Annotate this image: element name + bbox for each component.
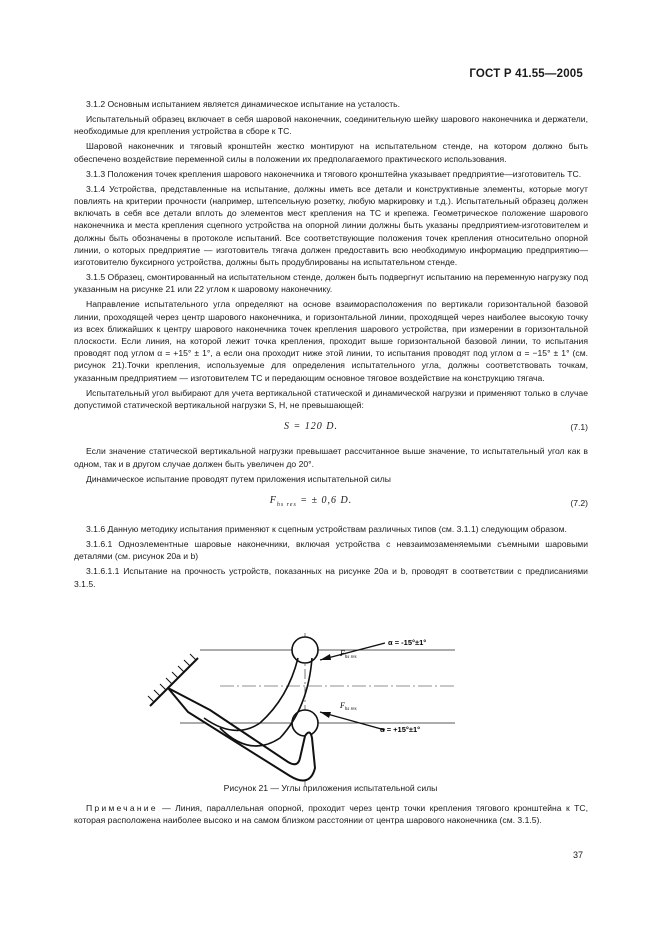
paragraph: 3.1.3 Положения точек крепления шарового наконечника и тягового кронштейна указывает предприятие—изготовитель ТС. bbox=[86, 168, 582, 179]
formula-7-2 bbox=[74, 495, 588, 511]
paragraph: Шаровой наконечник и тяговый кронштейн жестко монтируют на испытательном стенде, на котором должно быть обеспечено воздействие переменной силы в положении их предполагаемого практического использования. bbox=[74, 141, 588, 164]
formula-subscript: hs res bbox=[276, 501, 297, 508]
mounting-hatching bbox=[148, 654, 196, 702]
figure-21-drawing bbox=[140, 628, 470, 794]
document-header: ГОСТ Р 41.55—2005 bbox=[469, 68, 583, 80]
paragraph: Направление испытательного угла определяют на основе взаиморасположения по вертикали горизонтальной базовой линии, проходящей через центр шарового наконечника, и горизонтальной линии, проходящей через наиболее высокую точку из всех ближайших к центру шарового наконечника точек крепления шарового устройства, при измерении в горизонтальной плоскости. Если линия, на которой лежит точка крепления, проходит выше горизонтальной базовой линии, то испытания проводят под углом α = +15° ± 1°, а если она проходит ниже этой линии, то испытания проводят под углом α = −15° ± 1° (см. рисунок 21).Точки крепления, используемые для определения испытательного угла, должны соответствовать точкам, указанным предприятием — изготовителем ТС и передающим основное тяговое воздействие на конструкцию тягача. bbox=[74, 299, 588, 383]
mounting-surface bbox=[150, 658, 198, 706]
formula-rhs: = ± 0,6 D. bbox=[300, 494, 353, 506]
paragraph: Если значение статической вертикальной нагрузки превышает рассчитанное выше значение, то испытательный угол как в одном, так и в другом случае должен быть увеличен до 20°. bbox=[74, 446, 588, 469]
paragraph: Испытательный угол выбирают для учета вертикальной статической и динамической нагрузки и применяют только в случае допустимой статической вертикальной нагрузки S, Н, не превышающей: bbox=[74, 387, 588, 410]
tow-bracket bbox=[168, 688, 315, 781]
formula-expression bbox=[74, 495, 548, 511]
paragraph: 3.1.6 Данную методику испытания применяют к сцепным устройствам различных типов (см. 3.1.1) следующим образом. bbox=[86, 524, 567, 535]
paragraph: Испытательный образец включает в себя шаровой наконечник, соединительную шейку шарового наконечника и держатели, необходимые для крепления устройства в сборе к ТС. bbox=[74, 114, 588, 137]
page-number: 37 bbox=[572, 850, 583, 860]
paragraph: 3.1.6.1.1 Испытание на прочность устройств, показанных на рисунке 20a и b, проводят в соответствии с предписаниями 3.1.5. bbox=[74, 566, 588, 589]
figure-caption: Рисунок 21 — Углы приложения испытательной силы bbox=[223, 783, 438, 793]
angle-label-top: α = -15°±1° bbox=[388, 638, 427, 647]
note-label: Примечание bbox=[86, 803, 158, 813]
ball-bottom bbox=[292, 710, 318, 736]
formula-number: (7.2) bbox=[570, 497, 588, 508]
note-text: — Линия, параллельная опорной, проходит через центр точки крепления тягового кронштейна к ТС, которая расположена наиболее высоко и на самом близком расстоянии от центра шарового наконечника (см. 3.1.5). bbox=[74, 803, 588, 826]
figure-note bbox=[74, 802, 588, 826]
body-text bbox=[74, 98, 588, 593]
angle-label-bottom: α = +15°±1° bbox=[380, 725, 421, 734]
formula-lhs: F bbox=[269, 494, 277, 506]
ball-top bbox=[292, 637, 318, 663]
force-label-top: $F_{hs res}$ bbox=[340, 649, 357, 660]
force-label-bottom: $F_{hs res}$ bbox=[340, 701, 357, 712]
paragraph: Динамическое испытание проводят путем приложения испытательной силы bbox=[86, 473, 391, 484]
formula-expression: S = 120 D. bbox=[284, 421, 338, 433]
force-arrow-head bbox=[320, 712, 331, 718]
formula-7-1 bbox=[74, 421, 588, 433]
paragraph: 3.1.4 Устройства, представленные на испытание, должны иметь все детали и конструктивные элементы, которые могут повлиять на критерии прочности (например, штепсельную розетку, любую маркировку и т.д.). Испытательный образец должен включать в себя все детали вплоть до элементов мест крепления на ТС и крепежа. Геометрическое положение шарового наконечника и места крепления сцепного устройства на опорной линии должны быть указаны предприятием-изготовителем и должны быть обозначены в протоколе испытаний. Все соответствующие положения точек крепления относительно опорной линии, о которых предприятие — изготовитель тягача должен предоставить всю необходимую информацию предприятию—изготовителю буксирного устройства, должны быть продублированы на испытательном стенде. bbox=[74, 183, 588, 267]
paragraph: 3.1.5 Образец, смонтированный на испытательном стенде, должен быть подвергнут испытанию на переменную нагрузку под указанным на рисунке 21 или 22 углом к шаровому наконечнику. bbox=[74, 272, 588, 295]
formula-number: (7.1) bbox=[570, 422, 588, 433]
paragraph: 3.1.6.1 Одноэлементные шаровые наконечники, включая устройства с невзаимозаменяемыми съемными шаровыми деталями (см. рисунок 20a и b) bbox=[74, 539, 588, 562]
paragraph: 3.1.2 Основным испытанием является динамическое испытание на усталость. bbox=[86, 99, 401, 109]
force-arrow-head bbox=[320, 654, 331, 660]
